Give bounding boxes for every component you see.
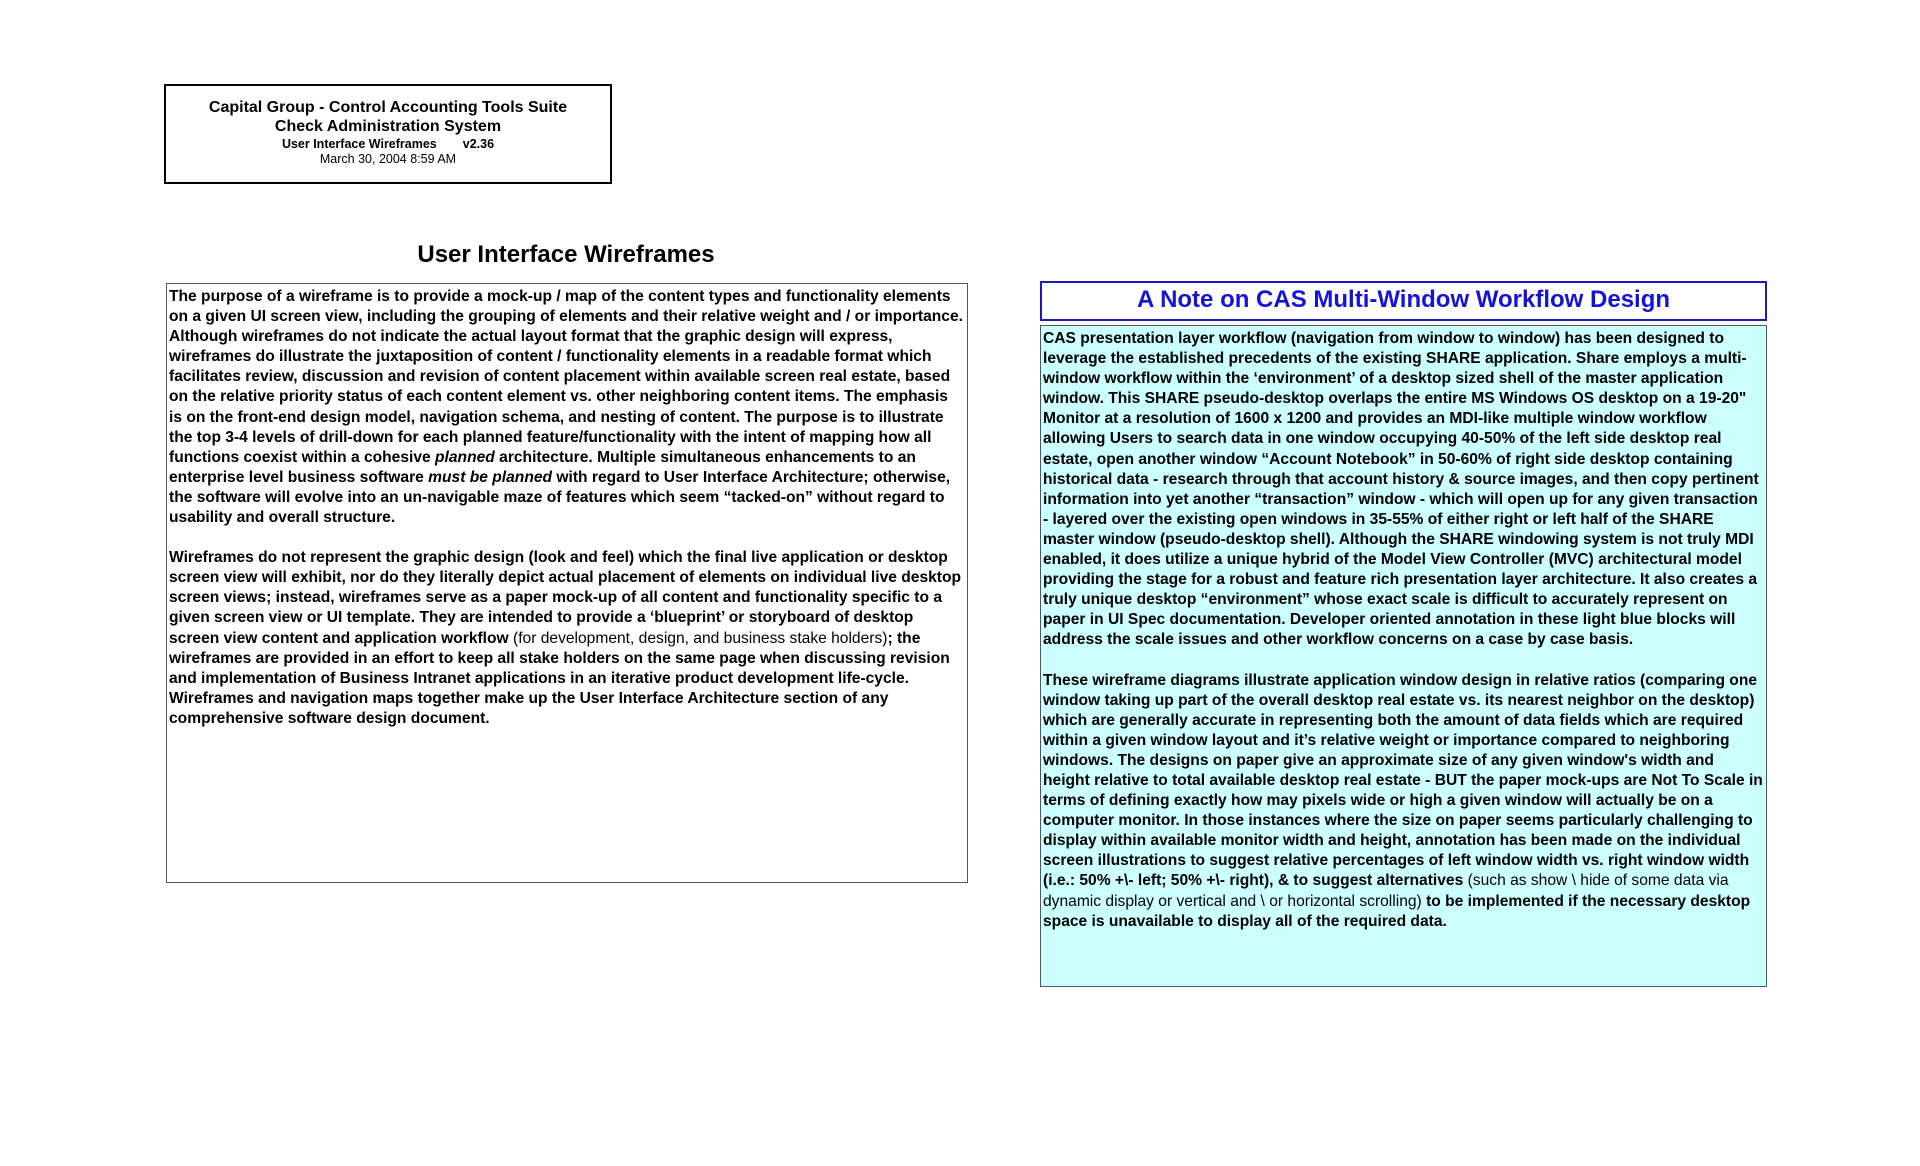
- wireframes-paragraph-1: [169, 287, 965, 528]
- document-date: March 30, 2004 8:59 AM: [319, 151, 457, 166]
- wireframes-p2-text-b: ; the wireframes are provided in an effort to keep all stake holders on the same page when discussing revision and implementation of Business Intranet applications in an iterative product development life-cycle. Wireframes and navigation maps together make up the User Interface Architecture section of any comprehensive software design document.: [169, 629, 950, 727]
- note-p2-text-b: to be implemented if the necessary desktop space is unavailable to display all of the required data.: [1043, 892, 1751, 930]
- note-paragraph-2: [1043, 671, 1764, 932]
- note-annotation-box: [1040, 325, 1767, 987]
- document-title-block: [164, 84, 612, 184]
- note-p2-text-a: These wireframe diagrams illustrate application window design in relative ratios (comparing one window taking up part of the overall desktop real estate vs. its nearest neighbor on the desktop) which are generally accurate in representing both the amount of data fields which are required within a given window layout and it’s relative weight or importance compared to neighboring windows. The designs on paper give an approximate size of any given window's width and height relative to total available desktop real estate - BUT the paper mock-ups are Not To Scale in terms of defining exactly how may pixels wide or high a given window will actually be on a computer monitor. In those instances where the size on paper seems particularly challenging to display within available monitor width and height, annotation has been made on the individual screen illustrations to suggest relative percentages of left window width vs. right window width (i.e.: 50% +\- left; 50% +\- right), & to suggest alternatives: [1043, 671, 1763, 890]
- wireframes-p1-text-b: architecture. Multiple simultaneous enhancements to an enterprise level business software: [169, 448, 916, 486]
- wireframes-p1-text-c: with regard to User Interface Architecture; otherwise, the software will evolve into an un-navigable maze of features which seem “tacked-on” without regard to usability and overall structure.: [169, 468, 951, 527]
- system-title: Check Administration System: [274, 117, 502, 135]
- wireframes-description-box: [166, 283, 968, 883]
- wireframes-paragraph-2: [169, 548, 965, 729]
- wireframes-p1-emphasis-planned: planned: [435, 448, 495, 466]
- wireframes-heading: User Interface Wireframes: [417, 241, 715, 268]
- note-heading: A Note on CAS Multi-Window Workflow Design: [1040, 281, 1767, 321]
- wireframes-p2-text-a: Wireframes do not represent the graphic design (look and feel) which the final live application or desktop screen view will exhibit, nor do they literally depict actual placement of elements on individual live desktop screen views; instead, wireframes serve as a paper mock-up of all content and functionality specific to a given screen view or UI template. They are intended to provide a ‘blueprint’ or storyboard of desktop screen view content and application workflow: [169, 549, 962, 647]
- document-subtitle: [166, 137, 610, 152]
- note-p2-parenthetical: (such as show \ hide of some data via dynamic display or vertical and \ or horizontal scrolling): [1043, 872, 1729, 910]
- wireframes-p1-text-a: The purpose of a wireframe is to provide a mock-up / map of the content types and functionality elements on a given UI screen view, including the grouping of elements and their relative weight and / or importance. Although wireframes do not indicate the actual layout format that the graphic design will express, wireframes do illustrate the juxtaposition of content / functionality elements in a readable format which facilitates review, discussion and revision of content placement within available screen real estate, based on the relative priority status of each content element vs. other neighboring content items. The emphasis is on the front-end design model, navigation schema, and nesting of content. The purpose is to illustrate the top 3-4 levels of drill-down for each planned feature/functionality with the intent of mapping how all functions coexist within a cohesive: [169, 288, 963, 466]
- suite-title: Capital Group - Control Accounting Tools Suite: [208, 99, 568, 116]
- document-version: v2.36: [462, 136, 495, 151]
- wireframes-p1-emphasis-must-be-planned: must be planned: [428, 468, 553, 486]
- wireframes-p2-parenthetical: (for development, design, and business stake holders): [513, 629, 888, 647]
- note-paragraph-1: CAS presentation layer workflow (navigation from window to window) has been designed to leverage the established precedents of the existing SHARE application. Share employs a multi-window workflow within the ‘environment’ of a desktop sized shell of the master application window. This SHARE pseudo-desktop overlaps the entire MS Windows OS desktop on a 19-20" Monitor at a resolution of 1600 x 1200 and provides an MDI-like multiple window workflow allowing Users to search data in one window occupying 40-50% of the left side desktop real estate, open another window “Account Notebook” in 50-60% of right side desktop containing historical data - research through that account history & source images, and then copy pertinent information into yet another “transaction” window - which will open up for any given transaction - layered over the existing open windows in 35-55% of either right or left half of the SHARE master window (pseudo-desktop shell). Although the SHARE windowing system is not truly MDI enabled, it does utilize a unique hybrid of the Model View Controller (MVC) architectural model providing the stage for a robust and feature rich presentation layer architecture. It also creates a truly unique desktop “environment” whose exact scale is difficult to accurately represent on paper in UI Spec documentation. Developer oriented annotation in these light blue blocks will address the scale issues and other workflow concerns on a case by case basis.: [1043, 330, 1759, 649]
- document-label: User Interface Wireframes: [281, 136, 437, 151]
